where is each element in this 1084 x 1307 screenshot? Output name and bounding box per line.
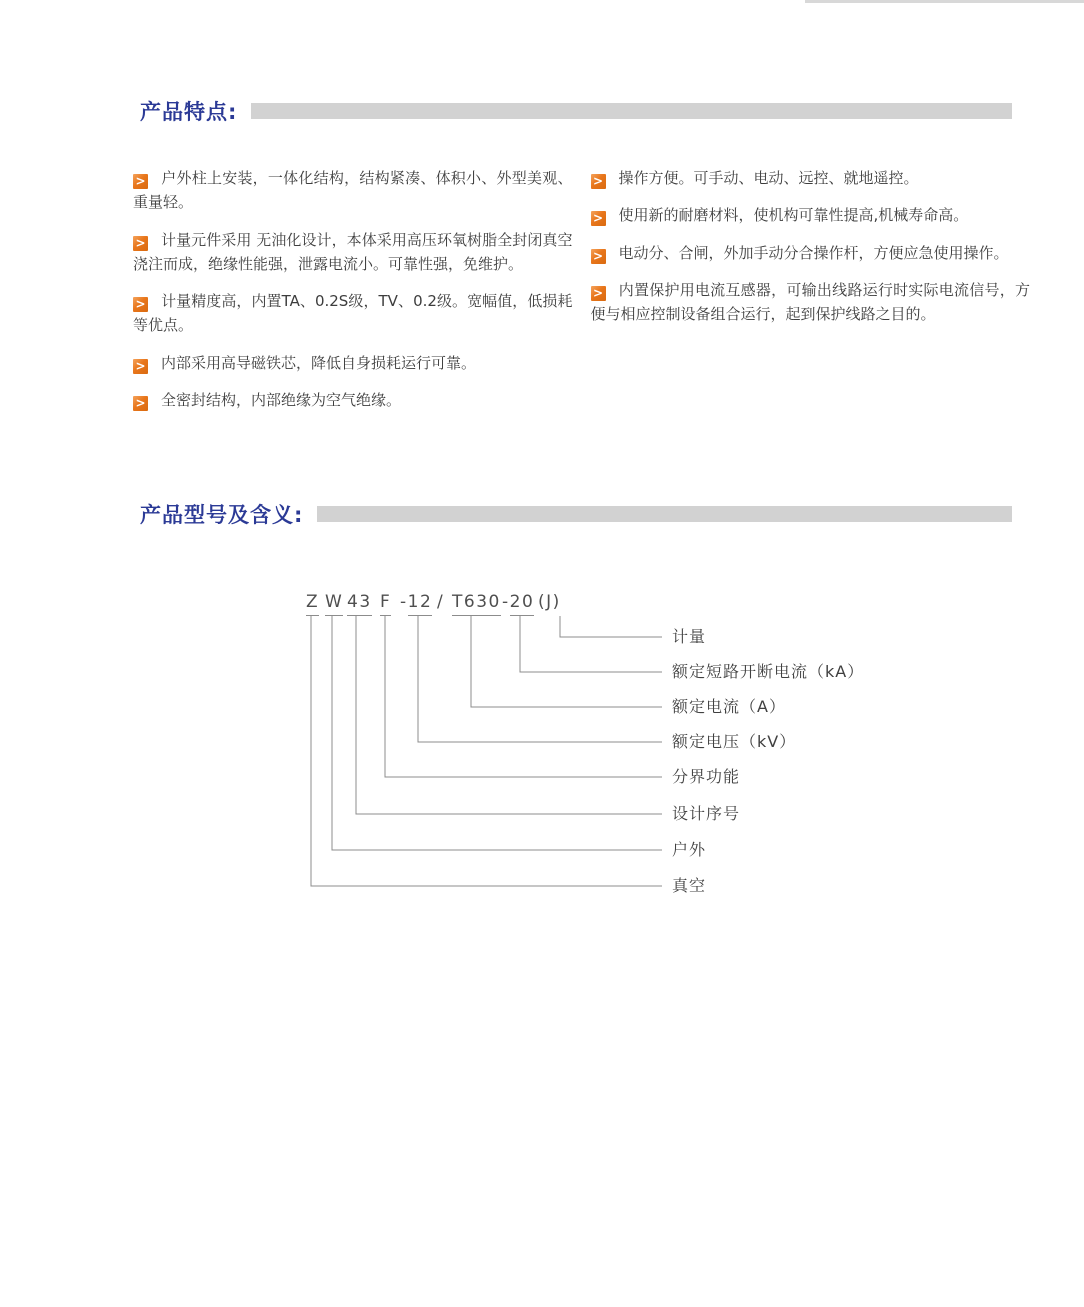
model-code-token-text: F — [380, 592, 391, 616]
features-column-right — [591, 166, 1031, 425]
model-code-token — [380, 592, 391, 612]
feature-item-text: 计量精度高，内置TA、0.2S级，TV、0.2级。宽幅值，低损耗等优点。 — [133, 292, 573, 335]
model-section-title: 产品型号及含义: — [140, 503, 304, 527]
diagram-connector-line — [385, 616, 662, 777]
features-column-left — [133, 166, 573, 425]
chevron-right-bullet-icon: > — [133, 297, 148, 312]
model-code-token-prefix: - — [502, 592, 510, 612]
feature-item-text: 电动分、合闸，外加手动分合操作杆，方便应急使用操作。 — [618, 243, 1009, 262]
diagram-label: 真空 — [672, 876, 707, 895]
diagram-label: 户外 — [672, 840, 707, 859]
model-code-token-prefix: / — [437, 592, 445, 612]
model-code-token — [400, 592, 432, 612]
top-right-divider — [805, 0, 1084, 3]
features-columns — [133, 166, 1030, 425]
diagram-connector-lines — [0, 586, 1084, 926]
model-section-header — [140, 499, 1012, 529]
diagram-connector-line — [560, 616, 662, 637]
diagram-label: 额定电流（A） — [672, 697, 786, 716]
features-title-bar — [251, 103, 1012, 119]
model-code-token — [306, 592, 319, 612]
feature-item — [591, 278, 1031, 327]
feature-item — [133, 228, 573, 277]
feature-item — [591, 241, 1031, 265]
model-code-diagram — [0, 586, 1084, 926]
diagram-connector-line — [520, 616, 662, 672]
chevron-right-bullet-icon: > — [133, 236, 148, 251]
model-code-token-text: W — [325, 592, 343, 616]
chevron-right-bullet-icon: > — [591, 211, 606, 226]
diagram-connector-line — [311, 616, 662, 886]
model-code-token — [347, 592, 372, 612]
chevron-right-bullet-icon: > — [591, 286, 606, 301]
diagram-connector-line — [356, 616, 662, 814]
diagram-connector-line — [471, 616, 662, 707]
feature-item — [133, 289, 573, 338]
chevron-right-bullet-icon: > — [133, 396, 148, 411]
feature-item-text: 使用新的耐磨材料，使机构可靠性提高,机械寿命高。 — [618, 206, 969, 225]
model-code-token-prefix: - — [400, 592, 408, 612]
diagram-label: 分界功能 — [672, 767, 741, 786]
model-code-token — [452, 592, 501, 612]
features-section-header — [140, 96, 1012, 126]
feature-item-text: 操作方便。可手动、电动、远控、就地遥控。 — [618, 169, 919, 187]
chevron-right-bullet-icon: > — [591, 249, 606, 264]
feature-item-text: 计量元件采用 无油化设计，本体采用高压环氧树脂全封闭真空浇注而成，绝缘性能强，泄露电流小。可靠性强，免维护。 — [133, 230, 573, 273]
chevron-right-bullet-icon: > — [591, 174, 606, 189]
diagram-label: 计量 — [672, 627, 707, 646]
diagram-label: 额定短路开断电流（kA） — [672, 662, 865, 681]
feature-item-text: 全密封结构，内部绝缘为空气绝缘。 — [161, 391, 402, 410]
chevron-right-bullet-icon: > — [133, 359, 148, 374]
model-code-token-text: T630 — [452, 592, 501, 616]
model-code-token-text: 43 — [347, 592, 372, 616]
diagram-connector-line — [418, 616, 662, 742]
feature-item-text: 内置保护用电流互感器，可输出线路运行时实际电流信号，方便与相应控制设备组合运行，起到保护线路之目的。 — [590, 280, 1030, 324]
feature-item — [133, 388, 573, 412]
model-code-token-text: Z — [306, 592, 319, 616]
model-code-token — [325, 592, 343, 612]
feature-item — [133, 351, 573, 375]
diagram-label: 额定电压（kV） — [672, 732, 797, 751]
feature-item — [591, 166, 1031, 190]
model-code-token-text: 12 — [408, 592, 433, 616]
feature-item-text: 内部采用高导磁铁芯，降低自身损耗运行可靠。 — [161, 353, 477, 372]
model-code-token-text: (J) — [538, 592, 561, 612]
model-code-token — [502, 592, 534, 612]
model-code-token-text: 20 — [510, 592, 535, 616]
feature-item — [133, 166, 573, 215]
diagram-label: 设计序号 — [672, 804, 741, 823]
model-code-token — [538, 592, 561, 612]
chevron-right-bullet-icon: > — [133, 174, 148, 189]
model-title-bar — [317, 506, 1012, 522]
diagram-connector-line — [332, 616, 662, 850]
model-code-token — [437, 592, 444, 612]
features-section-title: 产品特点: — [140, 100, 238, 124]
feature-item-text: 户外柱上安装，一体化结构，结构紧凑、体积小、外型美观、重量轻。 — [133, 169, 573, 212]
feature-item — [591, 203, 1031, 227]
